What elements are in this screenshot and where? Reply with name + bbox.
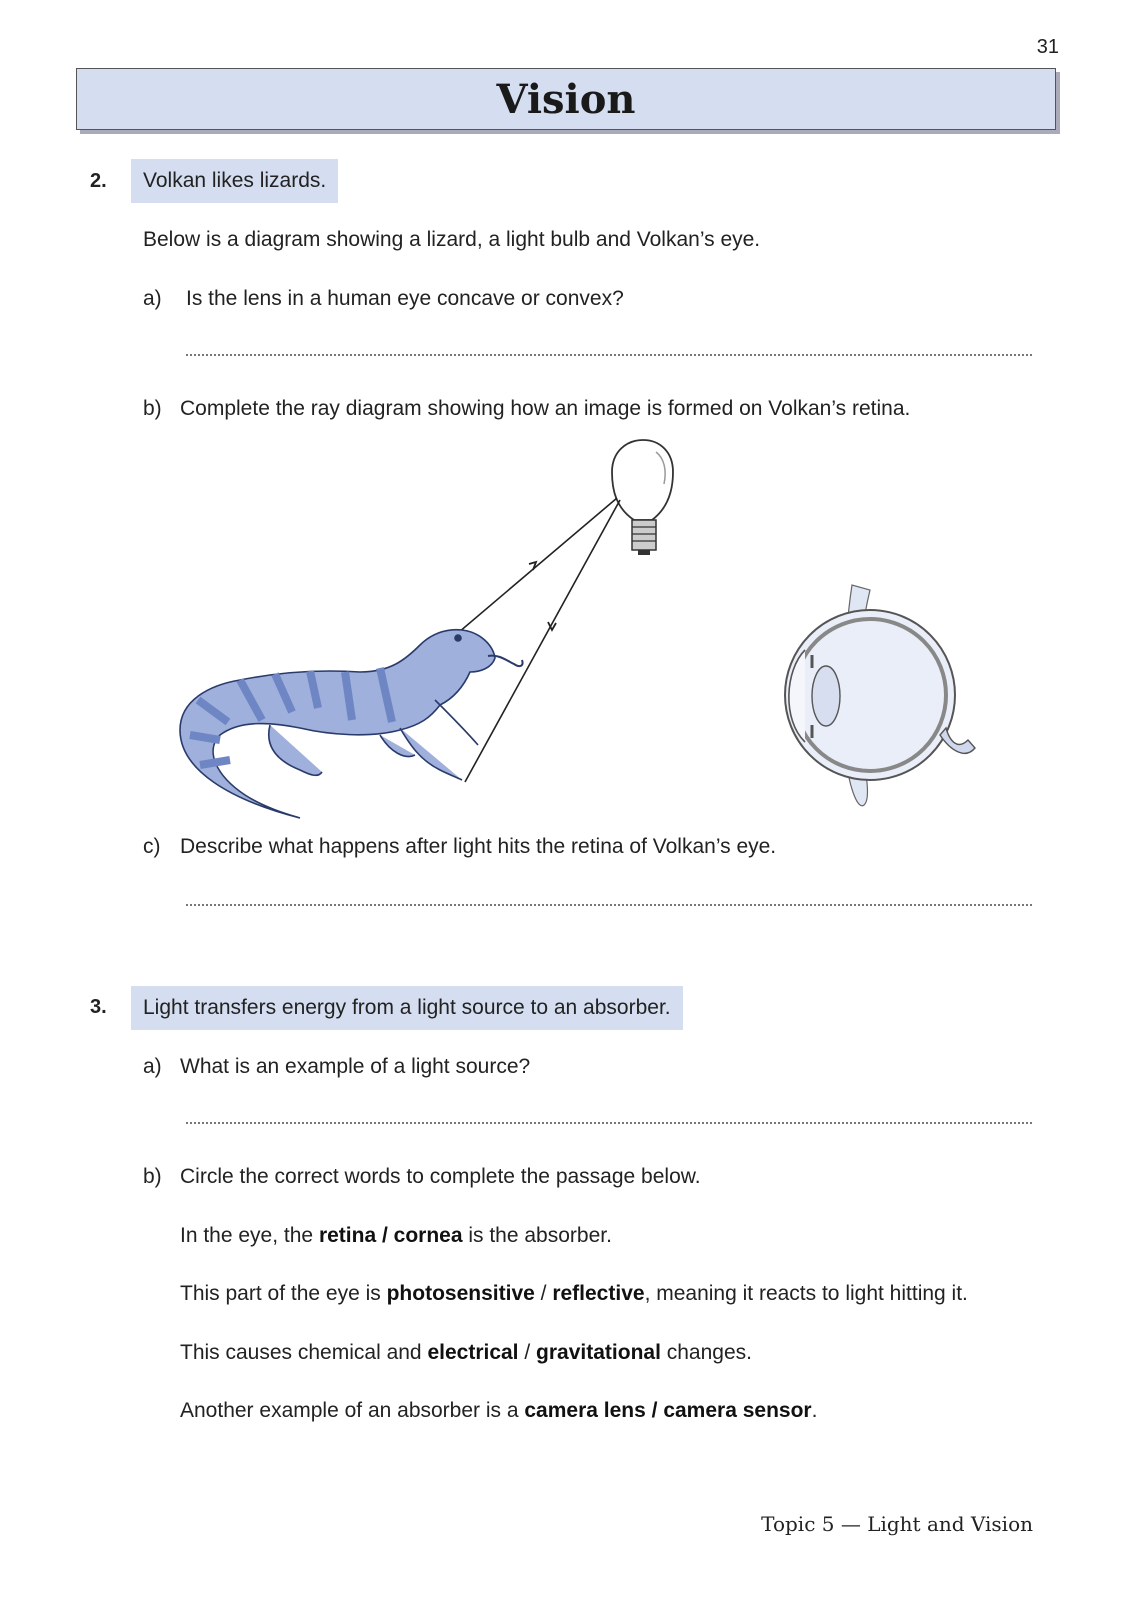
light-bulb-icon: [612, 440, 673, 555]
passage-line-3: This causes chemical and electrical / gravitational changes.: [180, 1341, 752, 1364]
lizard-illustration: [180, 630, 523, 818]
q2a-label: a): [143, 287, 162, 310]
q3-headline: Light transfers energy from a light source to an absorber.: [131, 986, 683, 1030]
q3b-text: Circle the correct words to complete the passage below.: [180, 1165, 701, 1188]
q2a-text: Is the lens in a human eye concave or convex?: [186, 287, 624, 310]
page-title: Vision: [496, 75, 636, 123]
q2c-answer-line[interactable]: [186, 904, 1032, 906]
option-retina[interactable]: retina: [318, 1224, 377, 1247]
option-camera-lens[interactable]: camera lens: [524, 1399, 646, 1422]
passage-line-4: Another example of an absorber is a camera lens / camera sensor.: [180, 1399, 818, 1422]
q3b-label: b): [143, 1165, 162, 1188]
q2-intro: Below is a diagram showing a lizard, a light bulb and Volkan’s eye.: [143, 228, 761, 251]
q3-number: 3.: [90, 996, 107, 1018]
passage-line-2: This part of the eye is photosensitive / reflective, meaning it reacts to light hitting it.: [180, 1282, 968, 1305]
option-camera-sensor[interactable]: camera sensor: [663, 1399, 812, 1422]
q3a-text: What is an example of a light source?: [180, 1055, 531, 1078]
eye-illustration: [785, 585, 975, 806]
passage-line-1: In the eye, the retina / cornea is the absorber.: [180, 1224, 612, 1247]
q2-number: 2.: [90, 170, 107, 192]
q2b-text: Complete the ray diagram showing how an image is formed on Volkan’s retina.: [180, 397, 911, 420]
footer-topic: Topic 5 — Light and Vision: [761, 1512, 1033, 1536]
option-cornea[interactable]: cornea: [393, 1224, 463, 1247]
q3a-label: a): [143, 1055, 162, 1078]
option-reflective[interactable]: reflective: [552, 1282, 645, 1305]
q2-headline: Volkan likes lizards.: [131, 159, 338, 203]
option-photosensitive[interactable]: photosensitive: [386, 1282, 535, 1305]
q2b-label: b): [143, 397, 162, 420]
q2c-label: c): [143, 835, 161, 858]
q3a-answer-line[interactable]: [186, 1122, 1032, 1124]
option-electrical[interactable]: electrical: [427, 1341, 519, 1364]
page-number: 31: [1036, 36, 1059, 58]
q2c-text: Describe what happens after light hits the retina of Volkan’s eye.: [180, 835, 777, 858]
option-gravitational[interactable]: gravitational: [536, 1341, 661, 1364]
